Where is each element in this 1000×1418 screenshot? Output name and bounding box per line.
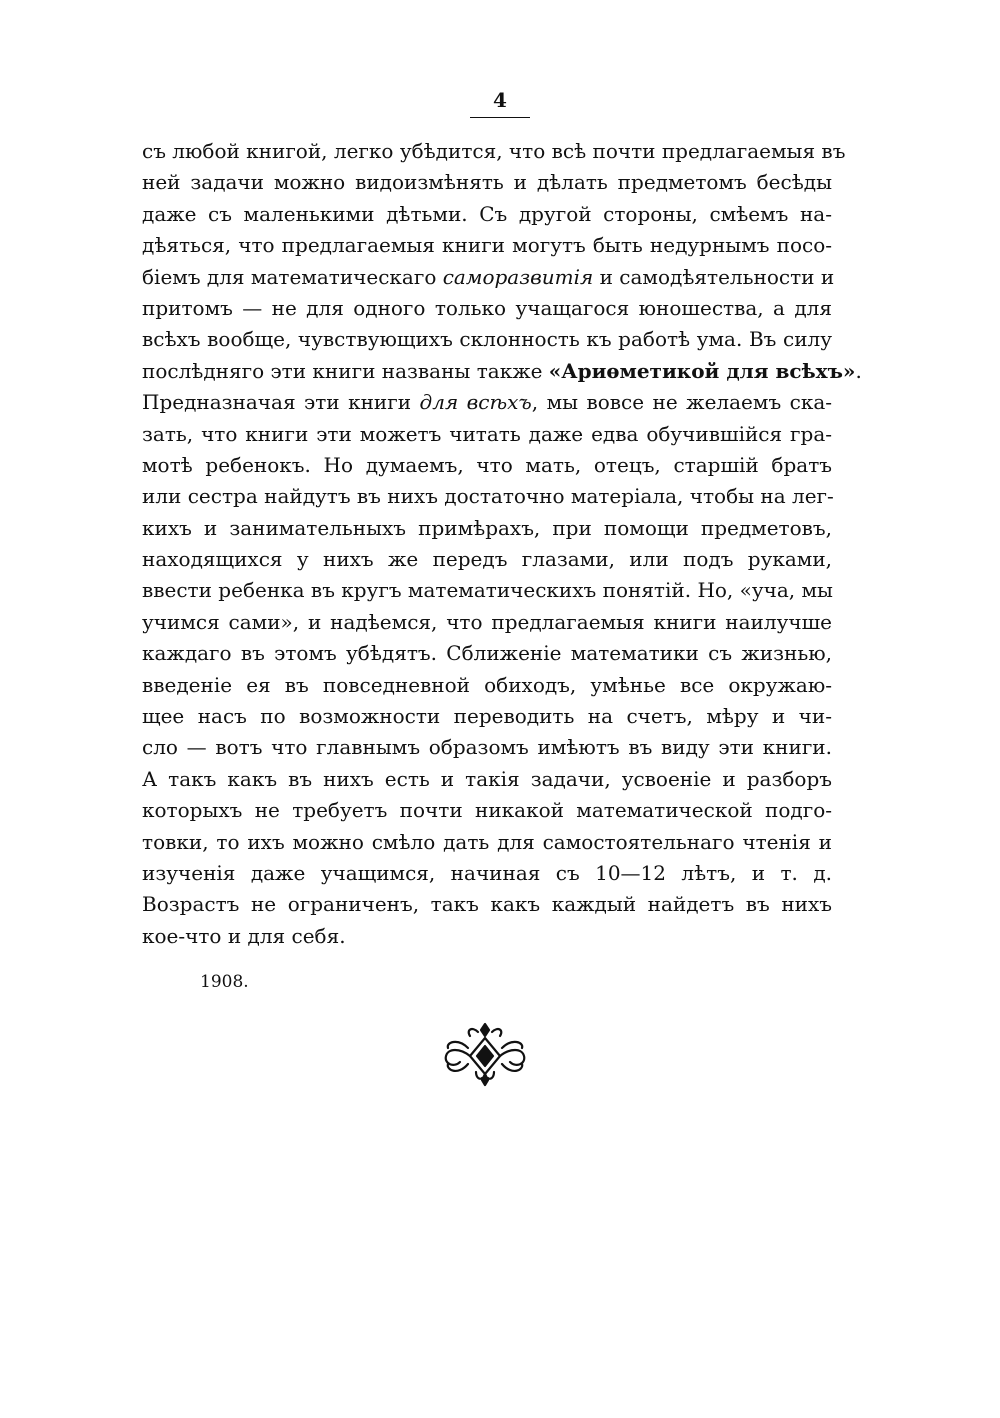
text-line bbox=[142, 167, 832, 198]
text-line bbox=[142, 858, 832, 889]
italic-emphasis: для всѣхъ bbox=[419, 390, 532, 415]
text-line bbox=[142, 921, 832, 952]
text-run: , мы вовсе не желаемъ ска- bbox=[531, 390, 833, 415]
text-run: зать, что книги эти можетъ читать даже едва обучившійся гра- bbox=[142, 421, 832, 446]
text-run: даже съ маленькими дѣтьми. Съ другой стороны, смѣемъ на- bbox=[142, 201, 832, 226]
text-line bbox=[142, 199, 832, 230]
text-run: введеніе ея въ повседневной обиходъ, умѣнье все окружаю- bbox=[142, 672, 832, 697]
text-line bbox=[142, 481, 832, 512]
page-number-rule bbox=[470, 117, 530, 118]
text-line bbox=[142, 732, 832, 763]
text-run: Возрастъ не ограниченъ, такъ какъ каждый найдетъ въ нихъ bbox=[142, 892, 832, 917]
text-line bbox=[142, 638, 832, 669]
text-line bbox=[142, 795, 832, 826]
page-number: 4 bbox=[493, 88, 507, 112]
text-line bbox=[142, 230, 832, 261]
text-run: біемъ для математическаго bbox=[142, 264, 443, 289]
text-run: товки, то ихъ можно смѣло дать для самостоятельнаго чтенія и bbox=[142, 829, 832, 854]
text-line bbox=[142, 513, 832, 544]
text-line bbox=[142, 262, 835, 293]
text-run: ней задачи можно видоизмѣнять и дѣлать предметомъ бесѣды bbox=[142, 170, 832, 195]
text-line bbox=[142, 544, 832, 575]
text-run: . bbox=[855, 358, 862, 383]
text-line bbox=[142, 764, 832, 795]
text-run: съ любой книгой, легко убѣдится, что всѣ почти предлагаемыя въ bbox=[142, 139, 846, 163]
text-run: А такъ какъ въ нихъ есть и такія задачи, усвоеніе и разборъ bbox=[142, 766, 832, 791]
text-run: щее насъ по возможности переводить на счетъ, мѣру и чи- bbox=[142, 704, 832, 729]
text-run: или сестра найдутъ въ нихъ достаточно матеріала, чтобы на лег- bbox=[142, 484, 834, 509]
year-date: 1908. bbox=[200, 972, 249, 992]
text-run: каждаго въ этомъ убѣдятъ. Сближеніе математики съ жизнью, bbox=[142, 641, 832, 666]
text-run: кое-что и для себя. bbox=[142, 923, 346, 948]
text-run: дѣяться, что предлагаемыя книги могутъ быть недурнымъ посо- bbox=[142, 233, 832, 258]
text-run: Предназначая эти книги bbox=[142, 390, 420, 415]
italic-emphasis: саморазвитія bbox=[442, 264, 594, 289]
text-line bbox=[142, 387, 832, 418]
text-line bbox=[142, 324, 832, 355]
text-run: кихъ и занимательныхъ примѣрахъ, при помощи предметовъ, bbox=[142, 515, 832, 540]
text-run: сло — вотъ что главнымъ образомъ имѣютъ въ виду эти книги. bbox=[142, 735, 832, 760]
bold-title: «Ариѳметикой для всѣхъ» bbox=[548, 358, 856, 383]
text-run: находящихся у нихъ же передъ глазами, или подъ руками, bbox=[142, 547, 832, 572]
text-run: послѣдняго эти книги названы также bbox=[142, 358, 549, 383]
text-line bbox=[142, 827, 832, 858]
text-line bbox=[142, 419, 832, 450]
text-line bbox=[142, 889, 832, 920]
fleuron-ornament-icon bbox=[440, 1018, 530, 1088]
text-line bbox=[142, 575, 832, 606]
text-run: всѣхъ вообще, чувствующихъ склонность къ работѣ ума. Въ силу bbox=[142, 327, 832, 352]
text-line bbox=[142, 607, 832, 638]
text-line bbox=[142, 670, 832, 701]
text-run: мотѣ ребенокъ. Но думаемъ, что мать, отецъ, старшій братъ bbox=[142, 452, 832, 477]
text-run: и самодѣятельности и bbox=[593, 264, 835, 289]
text-line bbox=[142, 356, 862, 387]
body-text bbox=[142, 136, 862, 952]
text-run: которыхъ не требуетъ почти никакой математической подго- bbox=[142, 798, 832, 823]
text-run: изученія даже учащимся, начиная съ 10—12 лѣтъ, и т. д. bbox=[142, 860, 832, 885]
text-line bbox=[142, 136, 846, 167]
text-run: притомъ — не для одного только учащагося юношества, а для bbox=[142, 295, 832, 320]
fleuron-ornament-icon-svg bbox=[440, 1018, 530, 1088]
text-line bbox=[142, 450, 832, 481]
text-line bbox=[142, 701, 832, 732]
text-line bbox=[142, 293, 832, 324]
text-run: ввести ребенка въ кругъ математическихъ понятій. Но, «уча, мы bbox=[142, 578, 833, 603]
text-run: учимся сами», и надѣемся, что предлагаемыя книги наилучше bbox=[142, 609, 832, 634]
